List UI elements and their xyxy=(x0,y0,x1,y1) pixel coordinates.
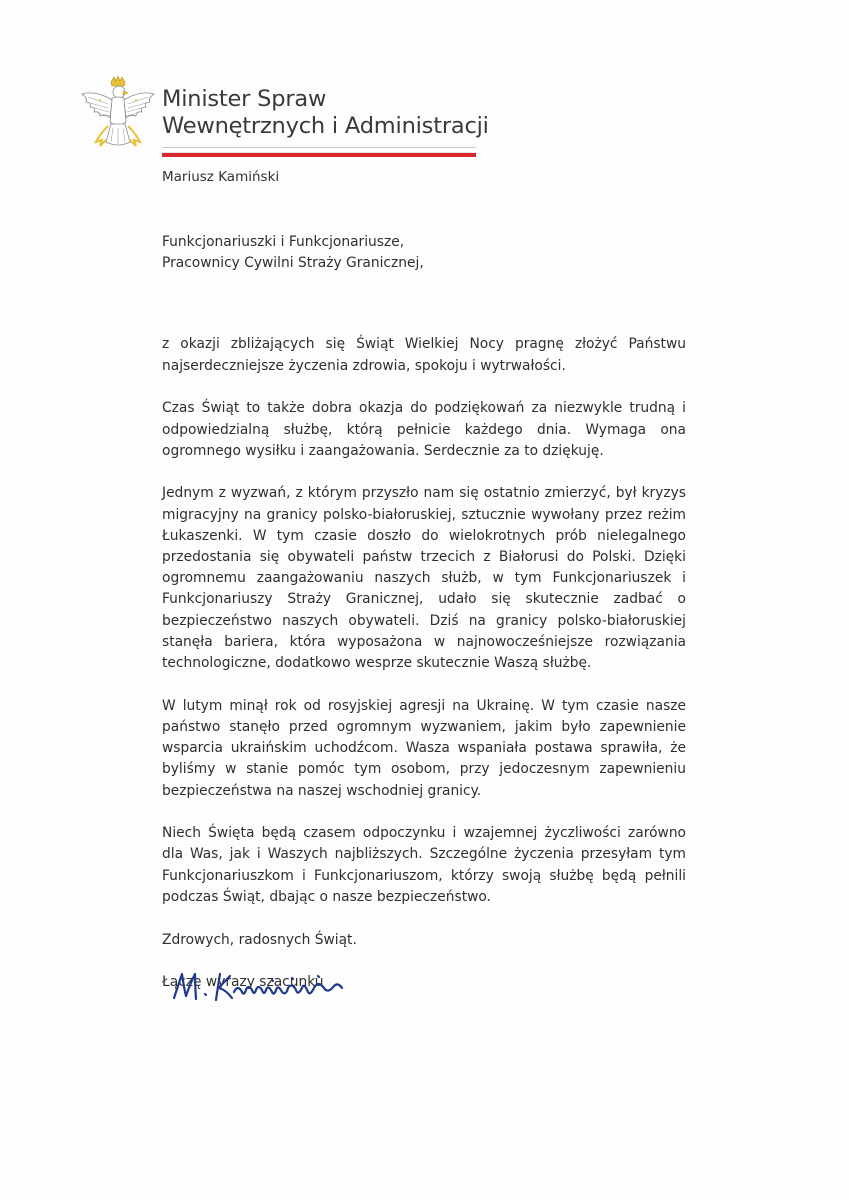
paragraph: Jednym z wyzwań, z którym przyszło nam się ostatnio zmierzyć, był kryzys migracyjny na granicy polsko-białoruskiej, sztucznie wywołany przez reżim Łukaszenki. W tym czasie doszło do wielokrotnych prób nielegalnego przedostania się obywateli państw trzecich z Białorusi do Polski. Dzięki ogromnemu zaangażowaniu naszych służb, w tym Funkcjonariuszek i Funkcjonariuszy Straży Granicznej, udało się skutecznie zadbać o bezpieczeństwo naszych obywateli. Dziś na granicy polsko-białoruskiej stanęła bariera, która wyposażona w najnowocześniejsze rozwiązania technologiczne, dodatkowo wesprze skutecznie Waszą służbę. xyxy=(162,485,686,672)
handwritten-signature xyxy=(168,966,358,1006)
salutation xyxy=(162,232,686,274)
ministry-title xyxy=(162,86,489,140)
salutation-line: Pracownicy Cywilni Straży Granicznej, xyxy=(162,255,424,272)
flag-stripe xyxy=(162,147,476,159)
regards-line: Łączę wyrazy szacunku xyxy=(162,973,324,990)
flag-stripe-red xyxy=(162,153,476,157)
paragraph: Czas Świąt to także dobra okazja do podziękowań za niezwykle trudną i odpowiedzialną służbę, którą pełnicie każdego dnia. Wymaga ona ogromnego wysiłku i zaangażowania. Serdecznie za to dziękuję. xyxy=(162,400,686,459)
salutation-line: Funkcjonariuszki i Funkcjonariusze, xyxy=(162,234,405,250)
ministry-title-line2: Wewnętrznych i Administracji xyxy=(162,113,489,139)
letter-body xyxy=(162,232,686,1001)
paragraph: Niech Święta będą czasem odpoczynku i wzajemnej życzliwości zarówno dla Was, jak i Waszych najbliższych. Szczególne życzenia przesyłam tym Funkcjonariuszkom i Funkcjonariuszom, którzy swoją służbę będą pełnili podczas Świąt, dbając o nasze bezpieczeństwo. xyxy=(162,825,686,905)
closing-line: Zdrowych, radosnych Świąt. xyxy=(162,931,357,948)
paragraph: z okazji zbliżających się Świąt Wielkiej Nocy pragnę złożyć Państwu najserdeczniejsze życzenia zdrowia, spokoju i wytrwałości. xyxy=(162,336,686,374)
polish-eagle-emblem-icon xyxy=(78,76,158,160)
ministry-title-line1: Minister Spraw xyxy=(162,86,327,112)
minister-name: Mariusz Kamiński xyxy=(162,169,280,185)
paragraph: W lutym minął rok od rosyjskiej agresji na Ukrainę. W tym czasie nasze państwo stanęło przed ogromnym wyzwaniem, jakim było zapewnienie wsparcia ukraińskim uchodźcom. Wasza wspaniała postawa sprawiła, że byliśmy w stanie pomóc tym osobom, przy jedoczesnym zapewnieniu bezpieczeństwa na naszej wschodniej granicy. xyxy=(162,697,686,799)
